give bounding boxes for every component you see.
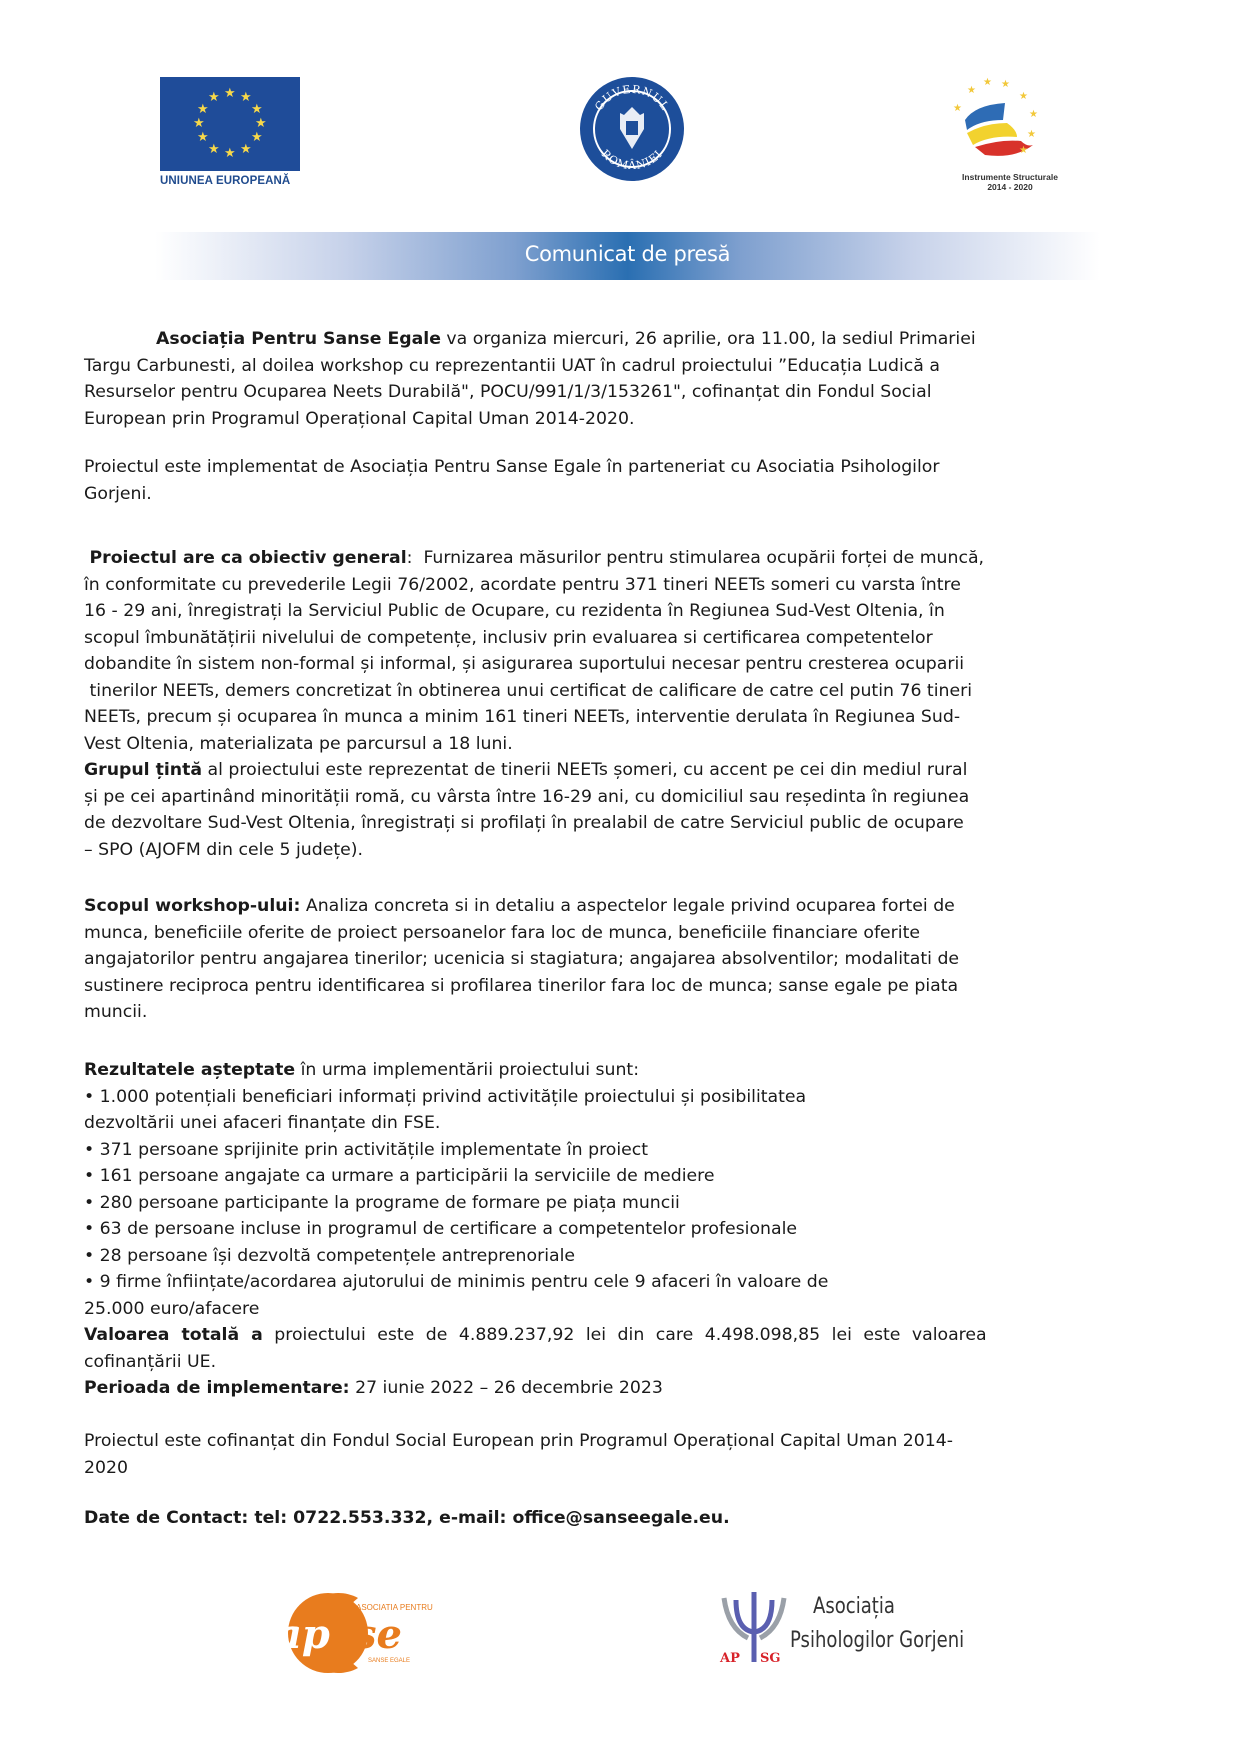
svg-text:★: ★ bbox=[1019, 145, 1028, 156]
star-icon: ★ bbox=[224, 86, 236, 101]
list-item: • 161 persoane angajate ca urmare a participării la serviciile de mediere bbox=[84, 1166, 715, 1186]
star-icon: ★ bbox=[197, 130, 209, 145]
text-line: Gorjeni. bbox=[84, 483, 152, 504]
title-banner bbox=[155, 232, 1100, 280]
list-item: • 280 persoane participante la programe de formare pe piața muncii bbox=[84, 1192, 680, 1213]
text: în urma implementării proiectului sunt: bbox=[295, 1060, 640, 1080]
text: va organiza miercuri, 26 aprilie, ora 11.00, la sediul Primariei bbox=[440, 329, 976, 349]
svg-text:ap: ap bbox=[276, 1611, 330, 1658]
text-line: munca, beneficiile oferite de proiect persoanelor fara loc de munca, beneficiile financiare oferite bbox=[84, 922, 920, 943]
star-icon: ★ bbox=[240, 142, 252, 157]
text-line: cofinanțării UE. bbox=[84, 1351, 217, 1372]
objective-paragraph bbox=[84, 545, 1144, 757]
list-item: • 28 persoane își dezvoltă competențele antreprenoriale bbox=[84, 1245, 576, 1266]
text: proiectului este de 4.889.237,92 lei din care 4.498.098,85 lei este valoarea bbox=[262, 1325, 987, 1345]
star-icon: ★ bbox=[251, 102, 263, 117]
svg-text:★: ★ bbox=[1029, 109, 1038, 120]
text-line: European prin Programul Operațional Capital Uman 2014-2020. bbox=[84, 408, 635, 429]
value-paragraph bbox=[84, 1322, 1150, 1375]
apsg-line1: Asociația bbox=[813, 1594, 895, 1619]
svg-text:★: ★ bbox=[1019, 91, 1028, 102]
partner-paragraph bbox=[84, 454, 1150, 507]
list-item: • 9 firme înființate/acordarea ajutorului de minimis pentru cele 9 afaceri în valoare de bbox=[84, 1272, 829, 1292]
text: : bbox=[406, 548, 424, 568]
star-icon: ★ bbox=[208, 142, 220, 157]
list-item: • 371 persoane sprijinite prin activitățile implementate în proiect bbox=[84, 1139, 649, 1160]
logo-label-line: 2014 - 2020 bbox=[987, 182, 1033, 192]
org-name: Asociația Pentru Sanse Egale bbox=[156, 329, 441, 349]
list-item: dezvoltării unei afaceri finanțate din FSE. bbox=[84, 1113, 441, 1133]
cofinancing-paragraph bbox=[84, 1428, 1150, 1481]
svg-text:ROMÂNIEI: ROMÂNIEI bbox=[598, 147, 666, 173]
results-label: Rezultatele așteptate bbox=[84, 1060, 296, 1080]
period-label: Perioada de implementare: bbox=[84, 1378, 350, 1398]
star-icon: ★ bbox=[208, 90, 220, 105]
target-group-label: Grupul țintă bbox=[84, 760, 203, 780]
text-line: Targu Carbunesti, al doilea workshop cu reprezentantii UAT în cadrul proiectului ”Educația Ludică a bbox=[84, 355, 940, 376]
text-line: scopul îmbunătățirii nivelului de competențe, inclusiv prin evaluarea si certificarea competentelor bbox=[84, 627, 933, 648]
structural-instruments-label bbox=[945, 172, 1075, 192]
text-line: Vest Oltenia, materializata pe parcursul a 18 luni. bbox=[84, 733, 513, 754]
text-line: Proiectul este implementat de Asociația Pentru Sanse Egale în parteneriat cu Asociatia Psihologilor bbox=[84, 457, 940, 477]
page-title: Comunicat de presă bbox=[524, 242, 731, 266]
period-value: 27 iunie 2022 – 26 decembrie 2023 bbox=[349, 1378, 663, 1398]
svg-text:★: ★ bbox=[983, 77, 992, 88]
svg-text:★: ★ bbox=[953, 103, 962, 114]
government-seal-logo bbox=[580, 77, 684, 181]
svg-text:AP: AP bbox=[720, 1651, 740, 1666]
text: Analiza concreta si in detaliu a aspectelor legale privind ocuparea fortei de bbox=[300, 896, 955, 916]
results-list bbox=[84, 1057, 1150, 1322]
text-line: Resurselor pentru Ocuparea Neets Durabilă", POCU/991/1/3/153261", cofinanțat din Fondul Social bbox=[84, 382, 932, 402]
intro-paragraph bbox=[84, 326, 1150, 432]
target-group-paragraph bbox=[84, 757, 1150, 863]
svg-text:★: ★ bbox=[967, 85, 976, 96]
objective-label: Proiectul are ca obiectiv general bbox=[89, 548, 407, 568]
text-line: sustinere reciproca pentru identificarea si profilarea tinerilor fara loc de munca; sanse egale pe piata bbox=[84, 975, 959, 996]
list-item: • 63 de persoane incluse in programul de certificare a competentelor profesionale bbox=[84, 1219, 798, 1239]
text-line: muncii. bbox=[84, 1002, 148, 1022]
svg-text:ASOCIATIA PENTRU: ASOCIATIA PENTRU bbox=[356, 1603, 433, 1612]
text-line: Proiectul este cofinanțat din Fondul Social European prin Programul Operațional Capital Uman 2014- bbox=[84, 1431, 954, 1451]
star-icon: ★ bbox=[251, 130, 263, 145]
svg-text:SG: SG bbox=[760, 1651, 781, 1666]
star-icon: ★ bbox=[255, 116, 267, 131]
eu-flag-logo bbox=[160, 77, 300, 171]
text-line: și pe cei apartinând minorității romă, cu vârsta între 16-29 ani, cu domiciliul sau reședinta în regiunea bbox=[84, 786, 970, 807]
svg-text:SANSE EGALE: SANSE EGALE bbox=[368, 1658, 411, 1664]
list-item: 25.000 euro/afacere bbox=[84, 1298, 260, 1319]
coat-of-arms-icon bbox=[580, 77, 684, 181]
text-line: – SPO (AJOFM din cele 5 județe). bbox=[84, 839, 363, 860]
star-icon: ★ bbox=[240, 90, 252, 105]
text-line: tinerilor NEETs, demers concretizat în obtinerea unui certificat de calificare de catre cel putin 76 tineri bbox=[84, 680, 972, 701]
svg-text:★: ★ bbox=[1001, 79, 1010, 90]
workshop-label: Scopul workshop-ului: bbox=[84, 896, 301, 916]
svg-text:★: ★ bbox=[1027, 129, 1036, 140]
apsg-logo bbox=[718, 1588, 998, 1678]
text: al proiectului este reprezentat de tinerii NEETs șomeri, cu accent pe cei din mediul rural bbox=[202, 760, 968, 780]
star-icon: ★ bbox=[197, 102, 209, 117]
structural-instruments-logo bbox=[945, 75, 1065, 165]
value-label: Valoarea totală a bbox=[84, 1325, 263, 1345]
text-line: dobandite în sistem non-formal și informal, și asigurarea suportului necesar pentru cresterea ocuparii bbox=[84, 654, 965, 674]
psi-hands-icon bbox=[718, 1588, 790, 1668]
list-item: • 1.000 potențiali beneficiari informați privind activitățile proiectului și posibilitatea bbox=[84, 1086, 807, 1107]
apsg-line2: Psihologilor Gorjeni bbox=[790, 1628, 965, 1653]
text-line: de dezvoltare Sud-Vest Oltenia, înregistrați si profilați în prealabil de catre Serviciul public de ocupare bbox=[84, 813, 964, 833]
text-line: în conformitate cu prevederile Legii 76/2002, acordate pentru 371 tineri NEETs someri cu varsta între bbox=[84, 574, 961, 595]
text: Furnizarea măsurilor pentru stimularea ocupării forței de muncă, bbox=[423, 548, 985, 568]
text-line: angajatorilor pentru angajarea tinerilor; ucenicia si stagiatura; angajarea absolventilor; modalitati de bbox=[84, 949, 960, 969]
logo-label-line: Instrumente Structurale bbox=[962, 172, 1058, 182]
text-line: NEETs, precum și ocuparea în munca a minim 161 tineri NEETs, interventie derulata în Regiunea Sud- bbox=[84, 707, 961, 727]
contact-line: Date de Contact: tel: 0722.553.332, e-mail: office@sanseegale.eu. bbox=[84, 1508, 730, 1528]
star-icon: ★ bbox=[193, 116, 205, 131]
text-line: 2020 bbox=[84, 1457, 128, 1478]
svg-text:GUVERNUL: GUVERNUL bbox=[592, 82, 672, 114]
star-icon: ★ bbox=[224, 146, 236, 161]
text-line: 16 - 29 ani, înregistrați la Serviciul Public de Ocupare, cu rezidenta în Regiunea Sud-Vest Oltenia, în bbox=[84, 601, 945, 621]
period-paragraph bbox=[84, 1375, 1150, 1402]
svg-text:se: se bbox=[354, 1611, 402, 1658]
apse-logo bbox=[268, 1590, 448, 1676]
workshop-paragraph bbox=[84, 893, 1150, 1026]
eu-label: UNIUNEA EUROPEANĂ bbox=[160, 175, 291, 187]
